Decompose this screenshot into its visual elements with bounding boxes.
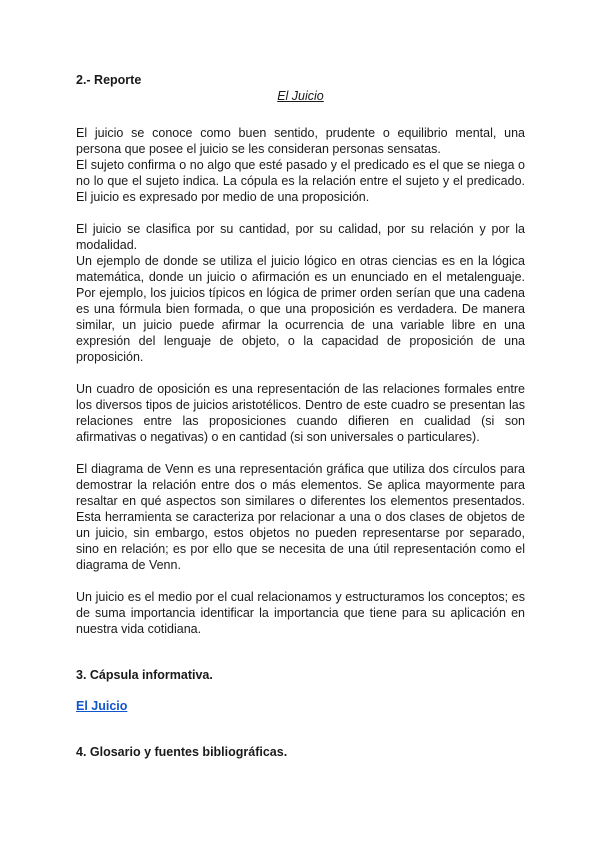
- paragraph-conclusion: Un juicio es el medio por el cual relacionamos y estructuramos los conceptos; es de suma importancia identificar la importancia que tiene para su aplicación en nuestra vida cotidiana.: [76, 590, 525, 636]
- paragraph-opposition-square: Un cuadro de oposición es una representación de las relaciones formales entre los diversos tipos de juicios aristotélicos. Dentro de este cuadro se presentan las relaciones entre las proposiciones cuando difieren en cualidad (si son afirmativas o negativas) o en cantidad (si son universales o particulares).: [76, 382, 525, 444]
- document-title: El Juicio: [277, 89, 324, 103]
- report-heading: 2.- Reporte: [76, 73, 142, 87]
- capsule-heading: 3. Cápsula informativa.: [76, 668, 213, 682]
- paragraph-logic-example: Un ejemplo de donde se utiliza el juicio lógico en otras ciencias es en la lógica matemática, donde un juicio o afirmación es un enunciado en el metalenguaje. Por ejemplo, los juicios típicos en lógica de primer orden serían que una cadena es una fórmula bien formada, o que una proposición es verdadera. De manera similar, un juicio puede afirmar la ocurrencia de una variable libre en una expresión del lenguaje de objeto, o la capacidad de proposición de una proposición.: [76, 254, 525, 364]
- glossary-heading: 4. Glosario y fuentes bibliográficas.: [76, 745, 288, 759]
- capsule-link[interactable]: El Juicio: [76, 699, 128, 713]
- paragraph-subject-predicate: El sujeto confirma o no algo que esté pasado y el predicado es el que se niega o no lo que el sujeto indica. La cópula es la relación entre el sujeto y el predicado. El juicio es expresado por medio de una proposición.: [76, 158, 525, 204]
- document-page: [76, 72, 525, 760]
- paragraph-definition: El juicio se conoce como buen sentido, prudente o equilibrio mental, una persona que posee el juicio se les consideran personas sensatas.: [76, 126, 525, 156]
- paragraph-venn-diagram: El diagrama de Venn es una representación gráfica que utiliza dos círculos para demostrar la relación entre dos o más elementos. Se aplica mayormente para resaltar en qué aspectos son similares o diferentes los elementos presentados. Esta herramienta se caracteriza por relacionar a una o dos clases de objetos de un juicio, sin embargo, estos objetos no pueden representarse por separado, sino en relación; es por ello que se necesita de una útil representación como el diagrama de Venn.: [76, 462, 525, 572]
- paragraph-classification: El juicio se clasifica por su cantidad, por su calidad, por su relación y por la modalidad.: [76, 222, 525, 252]
